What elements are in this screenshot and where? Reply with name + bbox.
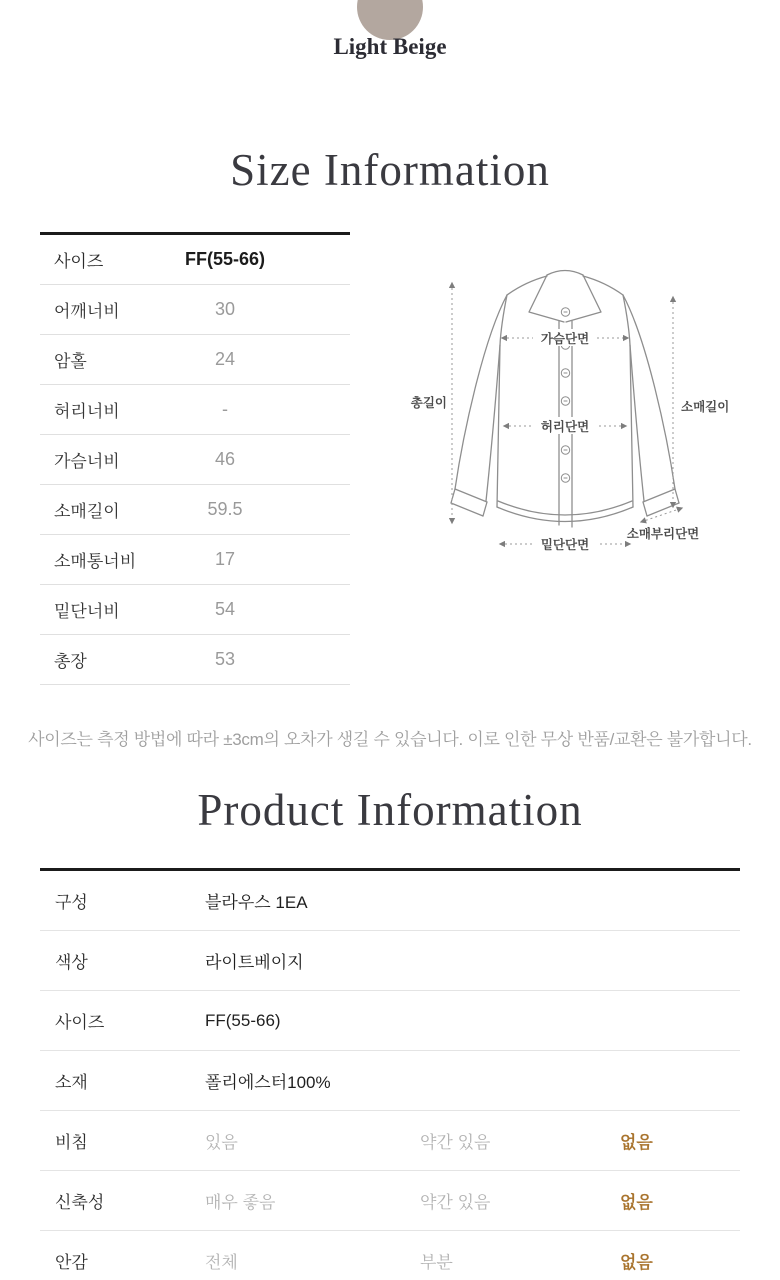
table-row [40, 1051, 740, 1111]
row-label: 구성 [55, 893, 88, 912]
size-table-header-row [40, 235, 350, 285]
table-row [40, 535, 350, 585]
table-row [40, 1171, 740, 1231]
row-label: 신축성 [55, 1193, 105, 1212]
size-row-value: 17 [214, 549, 236, 569]
table-row [40, 1231, 740, 1280]
row-label: 소재 [55, 1073, 88, 1092]
waist-measure-label: 허리단면 [540, 420, 590, 434]
product-info-table [40, 868, 740, 1280]
option-value: 약간 있음 [420, 1193, 491, 1212]
option-value: 부분 [420, 1253, 453, 1272]
table-row [40, 335, 350, 385]
size-row-value: 59.5 [207, 499, 243, 519]
table-row [40, 285, 350, 335]
size-tolerance-note: 사이즈는 측정 방법에 따라 ±3cm의 오차가 생길 수 있습니다. 이로 인한 무상 반품/교환은 불가합니다. [28, 730, 752, 749]
total-length-label: 총길이 [410, 396, 447, 410]
size-row-label: 가슴너비 [54, 452, 120, 471]
row-label: 비침 [55, 1133, 88, 1152]
size-row-label: 밑단너비 [54, 602, 120, 621]
cuff-measure-label: 소매부리단면 [626, 527, 700, 541]
size-row-label: 소매길이 [54, 502, 120, 521]
color-swatch-label: Light Beige [333, 34, 447, 59]
row-value: FF(55-66) [205, 1010, 281, 1030]
size-row-value: 53 [214, 649, 236, 669]
hem-measure-label: 밑단단면 [540, 538, 590, 552]
option-value: 매우 좋음 [205, 1193, 276, 1212]
row-label: 안감 [55, 1253, 88, 1272]
option-value: 있음 [205, 1133, 238, 1152]
table-row [40, 635, 350, 685]
table-row [40, 991, 740, 1051]
size-row-value: - [222, 399, 228, 419]
row-label: 사이즈 [55, 1013, 105, 1032]
garment-measurement-diagram [405, 255, 765, 585]
table-row [40, 931, 740, 991]
size-row-label: 허리너비 [54, 402, 120, 421]
option-value-selected: 없음 [620, 1193, 653, 1212]
option-value-selected: 없음 [620, 1253, 653, 1272]
product-information-title: Product Information [197, 785, 583, 835]
table-row [40, 485, 350, 535]
option-value: 약간 있음 [420, 1133, 491, 1152]
table-row [40, 435, 350, 485]
row-value: 블라우스 1EA [205, 893, 308, 912]
size-row-value: 24 [214, 349, 236, 369]
sleeve-length-label: 소매길이 [681, 400, 730, 414]
size-row-label: 총장 [54, 652, 87, 671]
row-label: 색상 [55, 953, 88, 972]
size-row-label: 암홀 [54, 352, 87, 371]
size-information-title: Size Information [230, 145, 550, 195]
table-row [40, 871, 740, 931]
chest-measure-label: 가슴단면 [540, 332, 590, 346]
size-row-label: 소매통너비 [54, 552, 137, 571]
table-row [40, 385, 350, 435]
table-row [40, 1111, 740, 1171]
row-value: 폴리에스터100% [205, 1073, 331, 1092]
size-row-label: 어깨너비 [54, 302, 120, 321]
size-table-header-value: FF(55-66) [184, 249, 265, 269]
size-table-header-label: 사이즈 [54, 252, 104, 271]
size-row-value: 46 [214, 449, 236, 469]
option-value-selected: 없음 [620, 1133, 653, 1152]
table-row [40, 585, 350, 635]
size-table [40, 232, 350, 685]
size-row-value: 30 [214, 299, 236, 319]
row-value: 라이트베이지 [205, 953, 304, 972]
size-row-value: 54 [214, 599, 236, 619]
option-value: 전체 [205, 1253, 238, 1272]
